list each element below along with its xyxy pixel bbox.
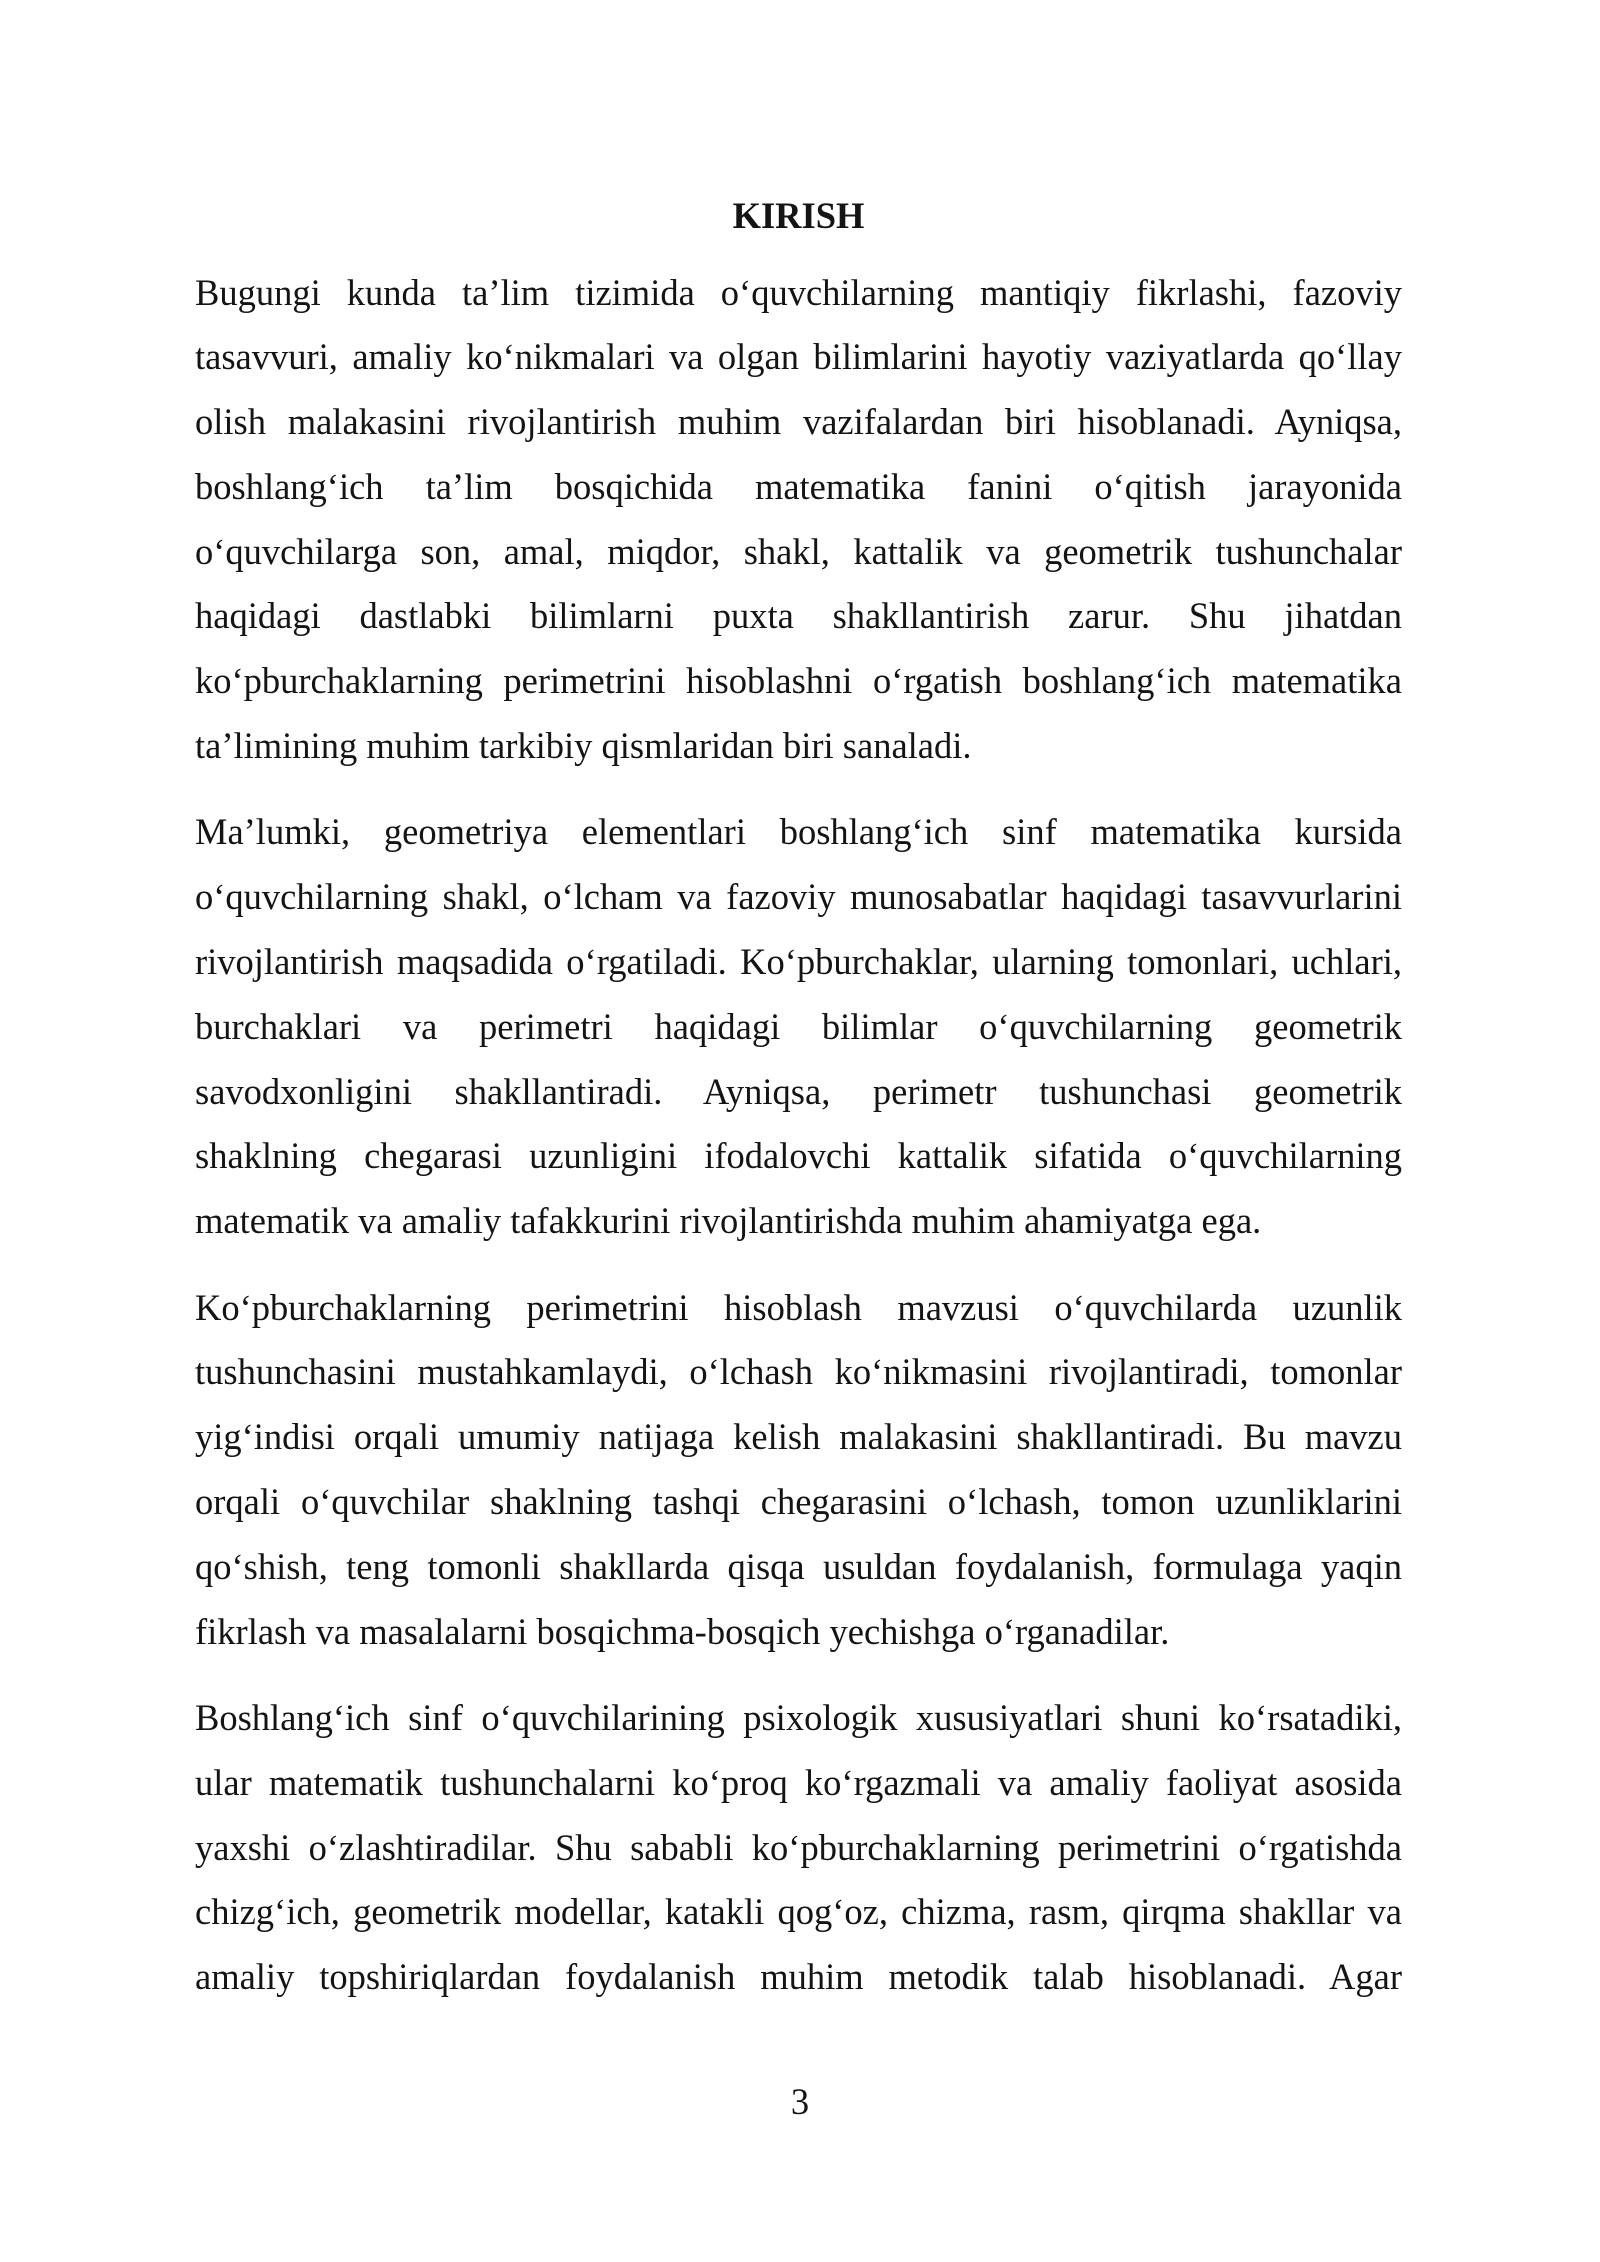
text-line: burchaklari va perimetri haqidagi bilimlar o‘quvchilarning geometrik bbox=[195, 1005, 1402, 1047]
text-line: matematik va amaliy tafakkurini rivojlantirishda muhim ahamiyatga ega. bbox=[195, 1200, 1262, 1242]
text-line: tushunchasini mustahkamlaydi, o‘lchash ko‘nikmasini rivojlantiradi, tomonlar bbox=[195, 1351, 1402, 1393]
text-line: tasavvuri, amaliy ko‘nikmalari va olgan bilimlarini hayotiy vaziyatlarda qo‘llay bbox=[195, 336, 1402, 378]
text-line: Ko‘pburchaklarning perimetrini hisoblash mavzusi o‘quvchilarda uzunlik bbox=[195, 1286, 1402, 1328]
text-line: yaxshi o‘zlashtiradilar. Shu sababli ko‘pburchaklarning perimetrini o‘rgatishda bbox=[195, 1826, 1402, 1868]
text-line: yig‘indisi orqali umumiy natijaga kelish malakasini shakllantiradi. Bu mavzu bbox=[195, 1416, 1402, 1458]
text-line: haqidagi dastlabki bilimlarni puxta shakllantirish zarur. Shu jihatdan bbox=[195, 595, 1402, 637]
paragraph-3 bbox=[195, 1276, 1402, 1665]
text-line: boshlang‘ich ta’lim bosqichida matematika fanini o‘qitish jarayonida bbox=[195, 465, 1402, 507]
text-line: Ma’lumki, geometriya elementlari boshlang‘ich sinf matematika kursida bbox=[195, 811, 1402, 853]
text-line: o‘quvchilarga son, amal, miqdor, shakl, kattalik va geometrik tushunchalar bbox=[195, 530, 1402, 572]
paragraph-2 bbox=[195, 800, 1402, 1254]
text-line: ta’limining muhim tarkibiy qismlaridan biri sanaladi. bbox=[195, 725, 972, 767]
text-line: amaliy topshiriqlardan foydalanish muhim metodik talab hisoblanadi. Agar bbox=[195, 1956, 1402, 1998]
text-line: savodxonligini shakllantiradi. Ayniqsa, perimetr tushunchasi geometrik bbox=[195, 1070, 1402, 1112]
text-line: orqali o‘quvchilar shaklning tashqi chegarasini o‘lchash, tomon uzunliklarini bbox=[195, 1481, 1402, 1523]
text-line: Bugungi kunda ta’lim tizimida o‘quvchilarning mantiqiy fikrlashi, fazoviy bbox=[195, 271, 1402, 313]
text-line: fikrlash va masalalarni bosqichma-bosqich yechishga o‘rganadilar. bbox=[195, 1610, 1170, 1652]
text-line: chizg‘ich, geometrik modellar, katakli qog‘oz, chizma, rasm, qirqma shakllar va bbox=[195, 1891, 1402, 1933]
text-line: rivojlantirish maqsadida o‘rgatiladi. Ko‘pburchaklar, ularning tomonlari, uchlari, bbox=[195, 941, 1402, 983]
page-number: 3 bbox=[790, 2080, 810, 2122]
text-line: Boshlang‘ich sinf o‘quvchilarining psixologik xususiyatlari shuni ko‘rsatadiki, bbox=[195, 1697, 1402, 1739]
text-line: qo‘shish, teng tomonli shakllarda qisqa usuldan foydalanish, formulaga yaqin bbox=[195, 1545, 1402, 1587]
text-line: olish malakasini rivojlantirish muhim vazifalardan biri hisoblanadi. Ayniqsa, bbox=[195, 401, 1402, 443]
text-line: o‘quvchilarning shakl, o‘lcham va fazoviy munosabatlar haqidagi tasavvurlarini bbox=[195, 876, 1402, 918]
paragraph-4 bbox=[195, 1686, 1402, 2010]
body-text bbox=[195, 261, 1402, 2032]
text-line: shaklning chegarasi uzunligini ifodalovchi kattalik sifatida o‘quvchilarning bbox=[195, 1135, 1402, 1177]
section-heading: KIRISH bbox=[732, 195, 865, 236]
text-line: ko‘pburchaklarning perimetrini hisoblashni o‘rgatish boshlang‘ich matematika bbox=[195, 660, 1402, 702]
paragraph-1 bbox=[195, 261, 1402, 779]
text-line: ular matematik tushunchalarni ko‘proq ko‘rgazmali va amaliy faoliyat asosida bbox=[195, 1761, 1402, 1803]
